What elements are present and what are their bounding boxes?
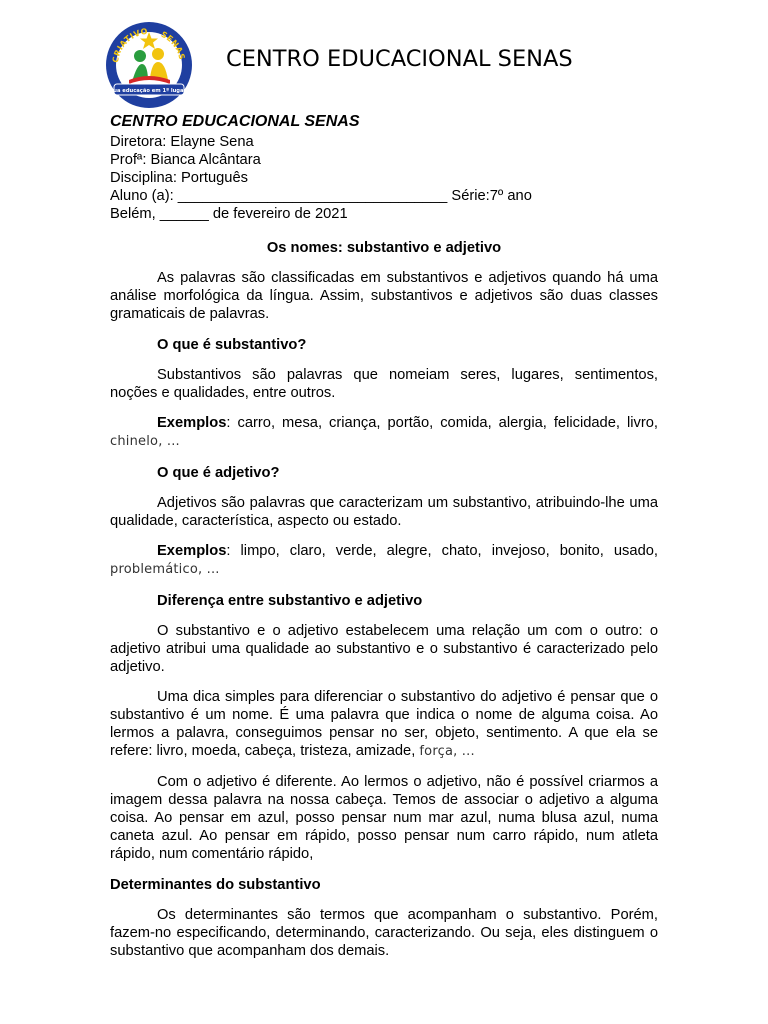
adjetivo-definition: Adjetivos são palavras que caracterizam um substantivo, atribuindo-lhe uma qualidade, característica, aspecto ou estado. bbox=[110, 495, 658, 529]
logo-arc-left: CRIATIVO bbox=[110, 26, 149, 64]
logo-ribbon-text: Sua educação em 1º lugar! bbox=[109, 88, 189, 94]
teacher-line: Profª: Bianca Alcântara bbox=[110, 152, 261, 168]
header bbox=[104, 20, 724, 110]
examples-text: : carro, mesa, criança, portão, comida, alergia, felicidade, livro, bbox=[226, 415, 658, 431]
section-title: Os nomes: substantivo e adjetivo bbox=[266, 240, 502, 256]
determinantes-paragraph-1: Os determinantes são termos que acompanham o substantivo. Porém, fazem-no especificando, determinando, caracterizando. Ou seja, eles distinguem o substantivo que acompanham dos demais. bbox=[110, 907, 658, 959]
diferenca-paragraph-1: O substantivo e o adjetivo estabelecem uma relação um com o outro: o adjetivo atribui uma qualidade ao substantivo e o substantivo é caracterizado pelo adjetivo. bbox=[110, 623, 658, 675]
diferenca-paragraph-3: Com o adjetivo é diferente. Ao lermos o adjetivo, não é possível criarmos a imagem dessa palavra na nossa cabeça. Temos de associar o adjetivo a alguma coisa. Ao pensar em azul, posso pensar num mar azul, numa blusa azul, numa caneta azul. Ao pensar em rápido, posso pensar num carro rápido, num atleta rápido, num comentário rápido, bbox=[110, 774, 658, 862]
substantivo-definition: Substantivos são palavras que nomeiam seres, lugares, sentimentos, noções e qualidades, entre outros. bbox=[110, 367, 658, 401]
examples-label: Exemplos bbox=[157, 543, 227, 559]
paragraph-text: Uma dica simples para diferenciar o substantivo do adjetivo é pensar que o substantivo é um nome. É uma palavra que indica o nome de alguma coisa. Ao lermos a palavra, conseguimos pensar no ser, objeto, sentimento. A que ela se refere: livro, moeda, cabeça, tristeza, amizade, bbox=[110, 689, 658, 759]
examples-text: : limpo, claro, verde, alegre, chato, invejoso, bonito, usado, bbox=[226, 543, 658, 559]
adjetivo-examples bbox=[110, 542, 658, 579]
logo-arc-right: SENAS bbox=[159, 29, 187, 61]
director-line: Diretora: Elayne Sena bbox=[110, 134, 254, 150]
examples-tail: problemático, ... bbox=[110, 562, 220, 577]
diferenca-heading: Diferença entre substantivo e adjetivo bbox=[157, 593, 423, 609]
determinantes-heading: Determinantes do substantivo bbox=[110, 877, 321, 893]
examples-tail: chinelo, ... bbox=[110, 434, 180, 449]
adjetivo-heading: O que é adjetivo? bbox=[157, 465, 280, 481]
diferenca-paragraph-2 bbox=[110, 688, 658, 761]
examples-label: Exemplos bbox=[157, 415, 227, 431]
school-name: CENTRO EDUCACIONAL SENAS bbox=[110, 113, 360, 130]
intro-paragraph: As palavras são classificadas em substantivos e adjetivos quando há uma análise morfológica da língua. Assim, substantivos e adjetivos são duas classes gramaticais de palavras. bbox=[110, 270, 658, 322]
substantivo-heading: O que é substantivo? bbox=[157, 337, 307, 353]
school-title: CENTRO EDUCACIONAL SENAS bbox=[226, 46, 573, 72]
document-content bbox=[110, 113, 658, 960]
paragraph-tail: força, ... bbox=[419, 744, 475, 759]
school-logo bbox=[104, 20, 194, 110]
subject-line: Disciplina: Português bbox=[110, 170, 248, 186]
student-line: Aluno (a): _________________________________ Série:7º ano bbox=[110, 188, 532, 204]
date-line: Belém, ______ de fevereiro de 2021 bbox=[110, 206, 348, 222]
substantivo-examples bbox=[110, 414, 658, 451]
